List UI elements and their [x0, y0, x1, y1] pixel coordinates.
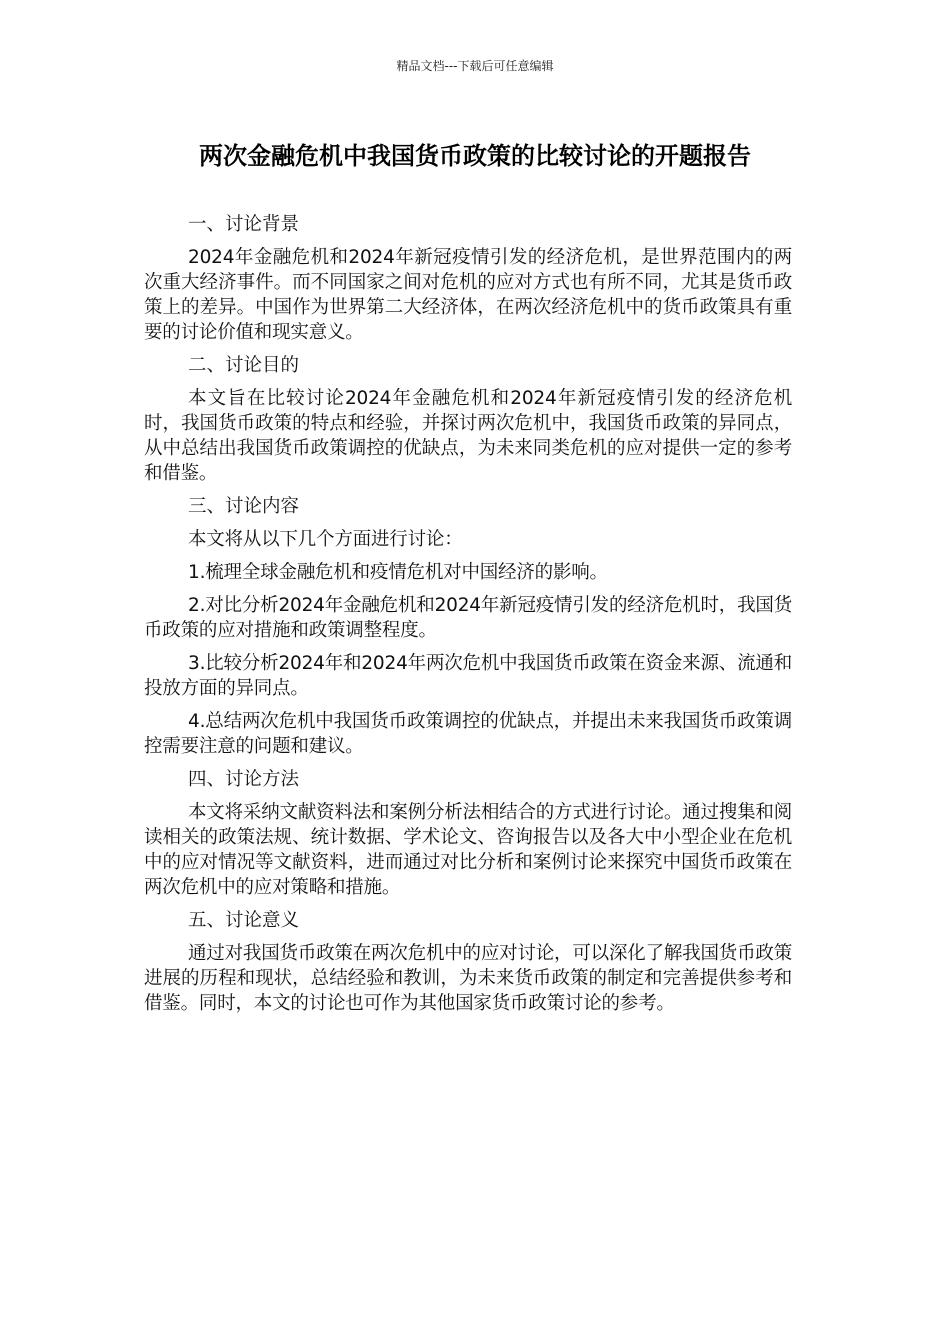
list-item-content-2: 2.对比分析2024年金融危机和2024年新冠疫情引发的经济危机时，我国货币政策的应对措施和政策调整程度。 [144, 595, 792, 641]
list-item-content-3: 3.比较分析2024年和2024年两次危机中我国货币政策在资金来源、流通和投放方面的异同点。 [144, 653, 792, 699]
section-heading-significance: 五、讨论意义 [188, 910, 300, 931]
document-title: 两次金融危机中我国货币政策的比较讨论的开题报告 [199, 142, 751, 170]
paragraph-content-intro: 本文将从以下几个方面进行讨论： [188, 529, 463, 550]
section-heading-purpose: 二、讨论目的 [188, 355, 300, 376]
section-heading-background: 一、讨论背景 [188, 214, 300, 235]
section-heading-method: 四、讨论方法 [188, 769, 300, 790]
page-header-note: 精品文档---下载后可任意编辑 [396, 59, 554, 73]
paragraph-purpose: 本文旨在比较讨论2024年金融危机和2024年新冠疫情引发的经济危机时，我国货币政策的特点和经验，并探讨两次危机中，我国货币政策的异同点，从中总结出我国货币政策调控的优缺点，为未来同类危机的应对提供一定的参考和借鉴。 [144, 388, 792, 484]
paragraph-method: 本文将采纳文献资料法和案例分析法相结合的方式进行讨论。通过搜集和阅读相关的政策法规、统计数据、学术论文、咨询报告以及各大中小型企业在危机中的应对情况等文献资料，进而通过对比分析和案例讨论来探究中国货币政策在两次危机中的应对策略和措施。 [144, 802, 792, 898]
list-item-content-1: 1.梳理全球金融危机和疫情危机对中国经济的影响。 [188, 562, 608, 583]
paragraph-significance: 通过对我国货币政策在两次危机中的应对讨论，可以深化了解我国货币政策进展的历程和现状，总结经验和教训，为未来货币政策的制定和完善提供参考和借鉴。同时，本文的讨论也可作为其他国家货币政策讨论的参考。 [144, 943, 792, 1014]
document-body [144, 212, 792, 1024]
section-heading-content: 三、讨论内容 [188, 496, 300, 517]
list-item-content-4: 4.总结两次危机中我国货币政策调控的优缺点，并提出未来我国货币政策调控需要注意的问题和建议。 [144, 711, 792, 757]
paragraph-background: 2024年金融危机和2024年新冠疫情引发的经济危机，是世界范围内的两次重大经济事件。而不同国家之间对危机的应对方式也有所不同，尤其是货币政策上的差异。中国作为世界第二大经济体，在两次经济危机中的货币政策具有重要的讨论价值和现实意义。 [144, 247, 792, 343]
